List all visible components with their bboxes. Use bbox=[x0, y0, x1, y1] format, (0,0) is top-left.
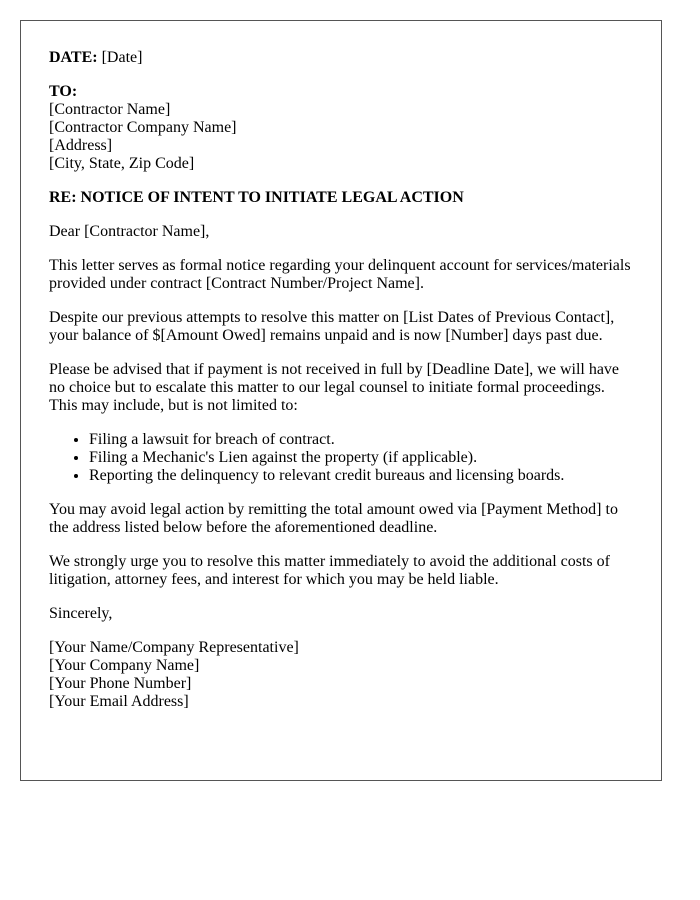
signature-block bbox=[49, 639, 632, 711]
list-item: • Reporting the delinquency to relevant credit bureaus and licensing boards. bbox=[89, 467, 632, 485]
signature-email: [Your Email Address] bbox=[49, 693, 189, 710]
subject-text: RE: NOTICE OF INTENT TO INITIATE LEGAL ACTION bbox=[49, 189, 464, 206]
text-line: no choice but to escalate this matter to our legal counsel to initiate formal proceedings. bbox=[49, 379, 605, 396]
recipient-block bbox=[49, 83, 632, 173]
paragraph-urge bbox=[49, 553, 632, 589]
salutation: Dear [Contractor Name], bbox=[49, 223, 210, 240]
signature-name: [Your Name/Company Representative] bbox=[49, 639, 299, 656]
text-line: Please be advised that if payment is not received in full by [Deadline Date], we will have bbox=[49, 361, 620, 378]
actions-list bbox=[49, 431, 632, 485]
paragraph-balance bbox=[49, 309, 632, 345]
letter-document bbox=[20, 20, 662, 781]
signature-phone: [Your Phone Number] bbox=[49, 675, 192, 692]
paragraph-remedy bbox=[49, 501, 632, 537]
date-label: DATE: bbox=[49, 49, 98, 66]
text-line: your balance of $[Amount Owed] remains unpaid and is now [Number] days past due. bbox=[49, 327, 603, 344]
recipient-name: [Contractor Name] bbox=[49, 101, 171, 118]
to-label: TO: bbox=[49, 83, 78, 100]
text-line: the address listed below before the aforementioned deadline. bbox=[49, 519, 438, 536]
text-line: This may include, but is not limited to: bbox=[49, 397, 298, 414]
list-item: • Filing a lawsuit for breach of contract. bbox=[89, 431, 632, 449]
text-line: We strongly urge you to resolve this matter immediately to avoid the additional costs of bbox=[49, 553, 610, 570]
text-line: Despite our previous attempts to resolve this matter on [List Dates of Previous Contact], bbox=[49, 309, 615, 326]
recipient-address: [Address] bbox=[49, 137, 113, 154]
signature-company: [Your Company Name] bbox=[49, 657, 200, 674]
paragraph-warning bbox=[49, 361, 632, 415]
recipient-city: [City, State, Zip Code] bbox=[49, 155, 195, 172]
signoff: Sincerely, bbox=[49, 605, 113, 622]
text-line: provided under contract [Contract Number/Project Name]. bbox=[49, 275, 424, 292]
text-line: This letter serves as formal notice regarding your delinquent account for services/materials bbox=[49, 257, 631, 274]
date-line bbox=[49, 49, 632, 67]
subject-line bbox=[49, 189, 632, 207]
text-line: You may avoid legal action by remitting the total amount owed via [Payment Method] to bbox=[49, 501, 618, 518]
list-item: • Filing a Mechanic's Lien against the property (if applicable). bbox=[89, 449, 632, 467]
paragraph-notice bbox=[49, 257, 632, 293]
text-line: litigation, attorney fees, and interest for which you may be held liable. bbox=[49, 571, 499, 588]
date-value: [Date] bbox=[101, 49, 143, 66]
recipient-company: [Contractor Company Name] bbox=[49, 119, 237, 136]
